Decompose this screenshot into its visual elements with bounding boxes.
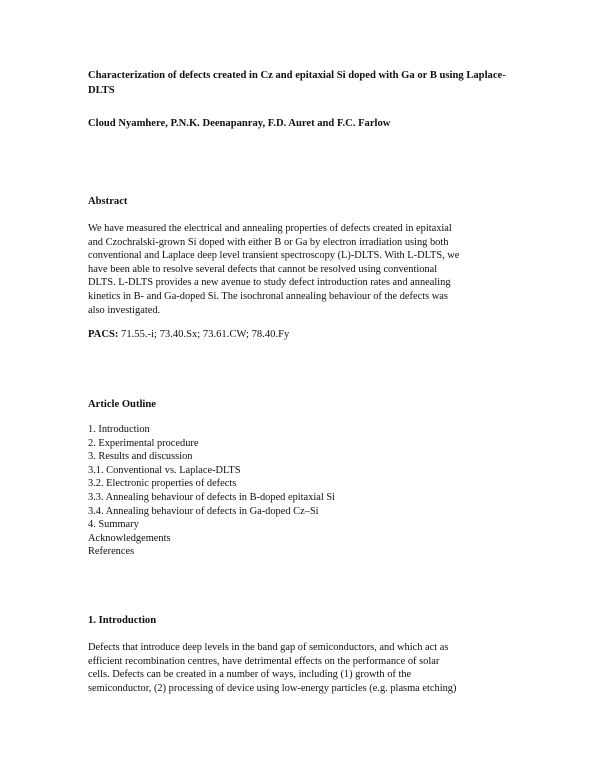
introduction-line: semiconductor, (2) processing of device using low-energy particles (e.g. plasma etching)	[88, 682, 457, 694]
outline-item[interactable]: 3.4. Annealing behaviour of defects in Ga-doped Cz–Si	[88, 505, 319, 517]
paper-title: Characterization of defects created in Cz and epitaxial Si doped with Ga or B using Laplace-DLTS	[88, 70, 506, 96]
outline-heading: Article Outline	[88, 399, 156, 410]
abstract-line: conventional and Laplace deep level transient spectroscopy (L)-DLTS. With L-DLTS, we	[88, 250, 460, 262]
paper-authors: Cloud Nyamhere, P.N.K. Deenapanray, F.D. Auret and F.C. Farlow	[88, 118, 391, 129]
abstract-line: DLTS. L-DLTS provides a new avenue to study defect introduction rates and annealing	[88, 277, 451, 289]
outline-item[interactable]: 2. Experimental procedure	[88, 437, 199, 449]
introduction-line: Defects that introduce deep levels in the band gap of semiconductors, and which act as	[88, 642, 449, 653]
outline-item[interactable]: 3.1. Conventional vs. Laplace-DLTS	[88, 464, 241, 476]
abstract-line: and Czochralski-grown Si doped with either B or Ga by electron irradiation using both	[88, 236, 449, 248]
abstract-line: also investigated.	[88, 304, 161, 316]
outline-item[interactable]: 3.3. Annealing behaviour of defects in B-doped epitaxial Si	[88, 491, 336, 503]
outline-item[interactable]: References	[88, 546, 135, 558]
introduction-heading: 1. Introduction	[88, 615, 157, 626]
outline-item[interactable]: 3.2. Electronic properties of defects	[88, 478, 237, 490]
outline-item[interactable]: 1. Introduction	[88, 424, 150, 435]
outline-item[interactable]: Acknowledgements	[88, 532, 171, 544]
pacs-value: 71.55.-i; 73.40.Sx; 73.61.CW; 78.40.Fy	[118, 329, 290, 340]
introduction-line: efficient recombination centres, have detrimental effects on the performance of solar	[88, 655, 440, 667]
abstract-line: kinetics in B- and Ga-doped Si. The isochronal annealing behaviour of the defects was	[88, 290, 448, 302]
pacs-label: PACS:	[88, 329, 119, 340]
introduction-body	[88, 641, 520, 695]
abstract-line: We have measured the electrical and annealing properties of defects created in epitaxial	[88, 223, 452, 234]
article-outline	[88, 423, 335, 559]
introduction-line: cells. Defects can be created in a number of ways, including (1) growth of the	[88, 669, 412, 681]
abstract-line: have been able to resolve several defects that cannot be resolved using conventional	[88, 263, 438, 275]
abstract-body	[88, 222, 520, 317]
outline-item[interactable]: 3. Results and discussion	[88, 451, 193, 463]
pacs-codes	[88, 327, 289, 342]
abstract-heading: Abstract	[88, 196, 128, 207]
outline-item[interactable]: 4. Summary	[88, 519, 139, 531]
